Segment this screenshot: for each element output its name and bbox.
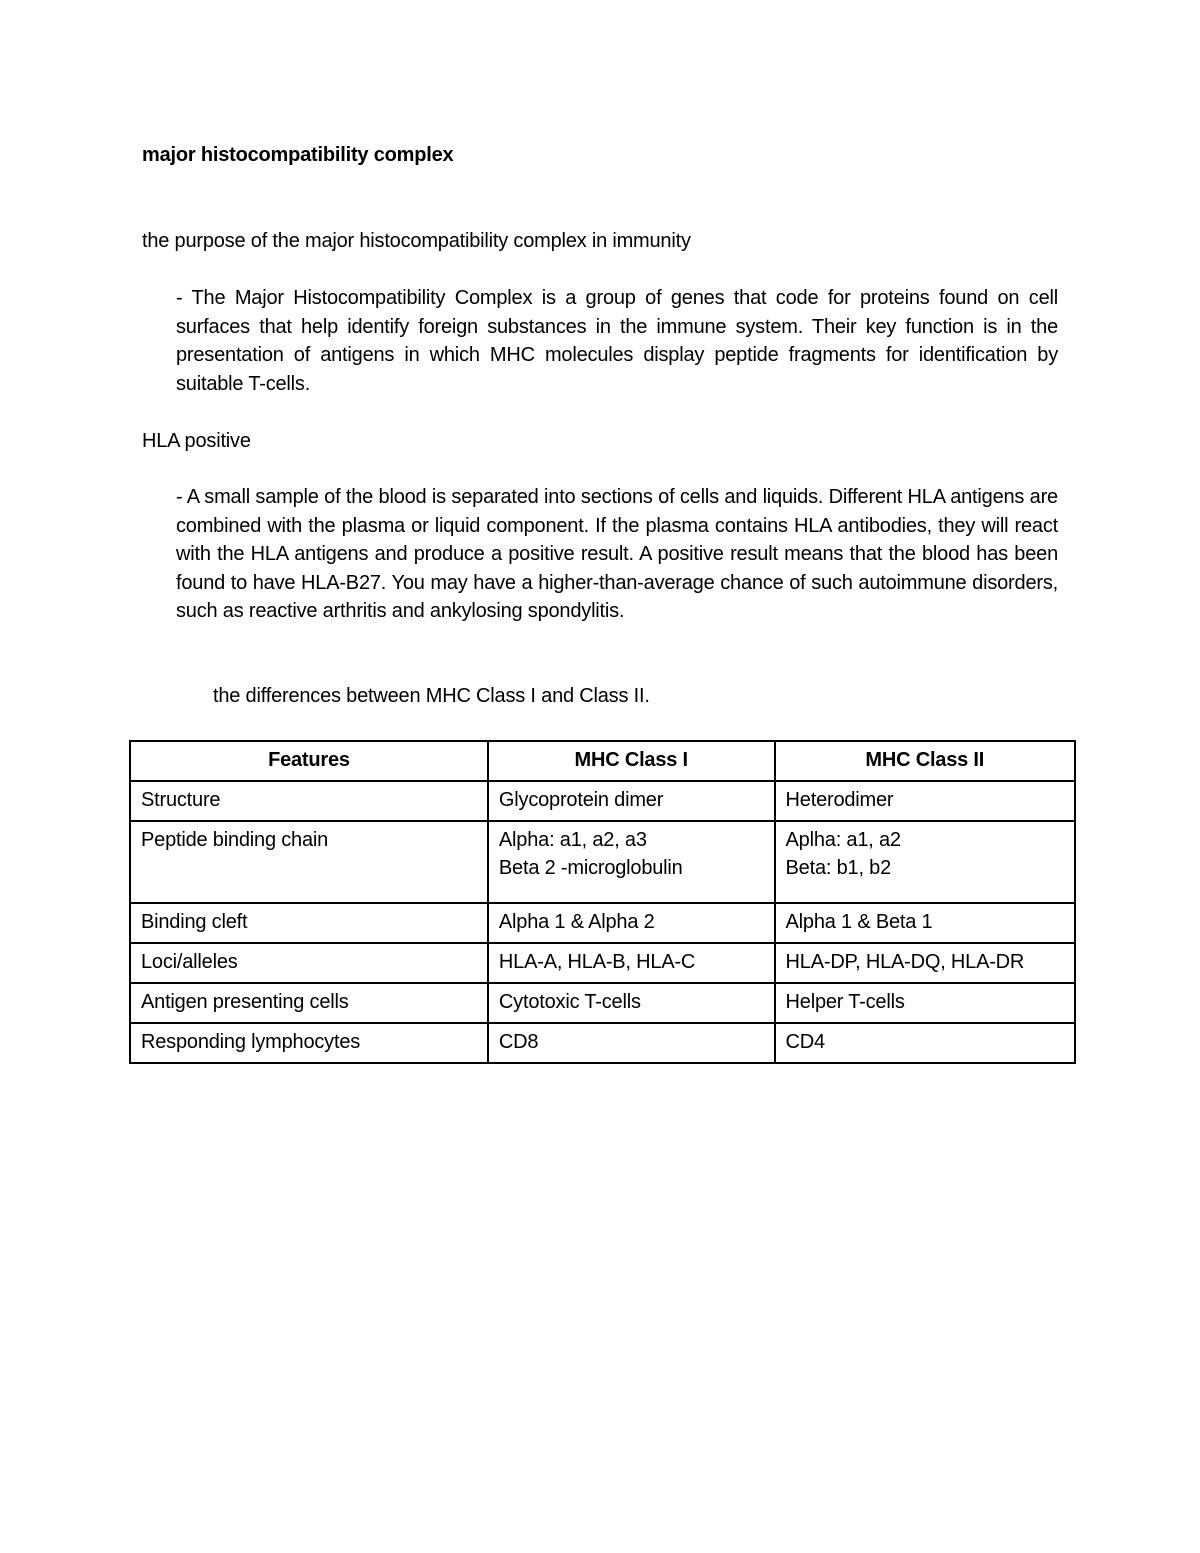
cell-value: Beta: b1, b2 xyxy=(785,857,892,879)
table-row xyxy=(130,943,1075,983)
cell-value: Beta 2 -microglobulin xyxy=(498,857,683,879)
cell-value: Glycoprotein dimer xyxy=(498,789,664,811)
class1-cell xyxy=(488,983,775,1023)
class1-cell xyxy=(488,1023,775,1063)
feature-cell: Loci/alleles xyxy=(130,943,488,983)
class2-cell xyxy=(775,903,1075,943)
cell-value: Heterodimer xyxy=(785,789,894,811)
cell-value: HLA-DP, HLA-DQ, HLA-DR xyxy=(785,951,1025,973)
mhc-comparison-table xyxy=(129,740,1076,1064)
cell-value: Alpha 1 & Beta 1 xyxy=(785,911,933,933)
class2-cell xyxy=(775,781,1075,821)
class2-cell xyxy=(775,983,1075,1023)
purpose-heading: the purpose of the major histocompatibility complex in immunity xyxy=(142,230,691,252)
cell-value: HLA-A, HLA-B, HLA-C xyxy=(498,951,696,973)
cell-value: Cytotoxic T-cells xyxy=(498,991,641,1013)
cell-value: CD4 xyxy=(785,1031,825,1053)
table-row xyxy=(130,1023,1075,1063)
hla-paragraph: - A small sample of the blood is separated into sections of cells and liquids. Different HLA antigens are combined with the plasma or liquid component. If the plasma contains HLA antibodies, they will react with the HLA antigens and produce a positive result. A positive result means that the blood has been found to have HLA-B27. You may have a higher-than-average chance of such autoimmune disorders, such as reactive arthritis and ankylosing spondylitis. xyxy=(176,486,1058,622)
feature-cell: Structure xyxy=(130,781,488,821)
document-title: major histocompatibility complex xyxy=(142,144,454,166)
class2-cell xyxy=(775,821,1075,903)
table-row xyxy=(130,781,1075,821)
class1-cell xyxy=(488,821,775,903)
hla-heading: HLA positive xyxy=(142,430,251,452)
class1-cell xyxy=(488,903,775,943)
cell-value: Alpha: a1, a2, a3 xyxy=(498,829,647,851)
feature-cell: Antigen presenting cells xyxy=(130,983,488,1023)
purpose-paragraph: - The Major Histocompatibility Complex is a group of genes that code for proteins found on cell surfaces that help identify foreign substances in the immune system. Their key function is in the presentation of antigens in which MHC molecules display peptide fragments for identification by suitable T-cells. xyxy=(176,287,1058,395)
cell-value: Aplha: a1, a2 xyxy=(785,829,901,851)
table-row xyxy=(130,821,1075,903)
class1-cell xyxy=(488,943,775,983)
cell-value: CD8 xyxy=(498,1031,539,1053)
feature-cell: Binding cleft xyxy=(130,903,488,943)
table-row xyxy=(130,983,1075,1023)
header-features: Features xyxy=(130,741,488,781)
cell-value: Helper T-cells xyxy=(785,991,905,1013)
feature-cell: Responding lymphocytes xyxy=(130,1023,488,1063)
table-row xyxy=(130,903,1075,943)
class2-cell xyxy=(775,1023,1075,1063)
feature-cell: Peptide binding chain xyxy=(130,821,488,903)
header-class-1: MHC Class I xyxy=(488,741,775,781)
header-class-2: MHC Class II xyxy=(775,741,1075,781)
differences-heading: the differences between MHC Class I and Class II. xyxy=(213,685,650,707)
class1-cell xyxy=(488,781,775,821)
table-header-row xyxy=(130,741,1075,781)
cell-value: Alpha 1 & Alpha 2 xyxy=(498,911,655,933)
class2-cell xyxy=(775,943,1075,983)
